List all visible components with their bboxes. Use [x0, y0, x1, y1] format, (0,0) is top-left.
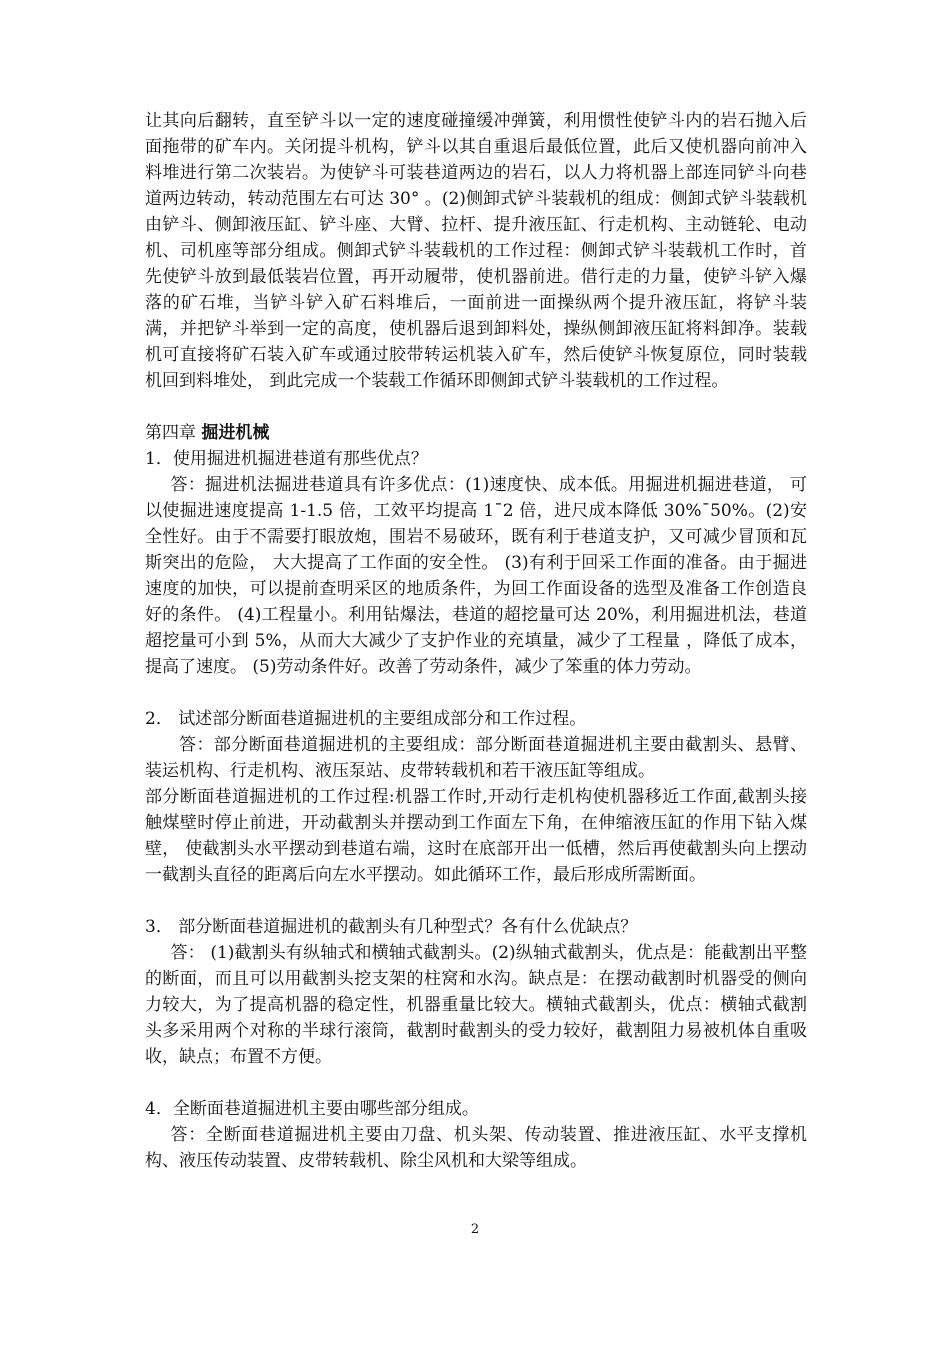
- answer-2: 答：部分断面巷道掘进机的主要组成：部分断面巷道掘进机主要由截割头、悬臂、装运机构、行走机构、液压泵站、皮带转载机和若干液压缸等组成。: [145, 735, 807, 781]
- question-1: 1．使用掘进机掘进巷道有那些优点？: [145, 449, 428, 469]
- spacer: [145, 680, 807, 706]
- page-body: [145, 108, 807, 1174]
- spacer: [145, 1070, 807, 1096]
- question-4: 4．全断面巷道掘进机主要由哪些部分组成。: [145, 1099, 479, 1119]
- answer-4: 答：全断面巷道掘进机主要由刀盘、机头架、传动装置、推进液压缸、水平支撑机构、液压传动装置、皮带转载机、除尘风机和大梁等组成。: [145, 1125, 807, 1171]
- question-2: 2． 试述部分断面巷道掘进机的主要组成部分和工作过程。: [145, 709, 587, 729]
- answer-1: 答：掘进机法掘进巷道具有许多优点：(1)速度快、成本低。用掘进机掘进巷道， 可以使掘进速度提高 1-1.5 倍，工效平均提高 1¯2 倍，进尺成本降低 30%¯50%。(2)安全性好。由于不需要打眼放炮，围岩不易破环，既有利于巷道支护，又可减少冒顶和瓦斯突出的危险， 大大提高了工作面的安全性。 (3)有利于回采工作面的准备。由于掘进速度的加快，可以提前查明采区的地质条件，为回工作面设备的选型及准备工作创造良好的条件。 (4)工程量小。利用钻爆法，巷道的超挖量可达 20%，利用掘进机法，巷道超挖量可小到 5%，从而大大减少了支护作业的充填量，减少了工程量 ，降低了成本，提高了速度。 (5)劳动条件好。改善了劳动条件，减少了笨重的体力劳动。: [145, 475, 807, 677]
- page-number: 2: [470, 1222, 480, 1237]
- question-3: 3． 部分断面巷道掘进机的截割头有几种型式？各有什么优缺点？: [145, 917, 638, 937]
- continuation-paragraph: 让其向后翻转，直至铲斗以一定的速度碰撞缓冲弹簧，利用惯性使铲斗内的岩石抛入后面拖带的矿车内。关闭提斗机构，铲斗以其自重退后最低位置，此后又使机器向前冲入料堆进行第二次装岩。为使铲斗可装巷道两边的岩石，以人力将机器上部连同铲斗向巷道两边转动，转动范围左右可达 30° 。(2)侧卸式铲斗装载机的组成：侧卸式铲斗装载机由铲斗、侧卸液压缸、铲斗座、大臂、拉杆、提升液压缸、行走机构、主动链轮、电动机、司机座等部分组成。侧卸式铲斗装载机的工作过程：侧卸式铲斗装载机工作时，首先使铲斗放到最低装岩位置，再开动履带，使机器前进。借行走的力量，使铲斗铲入爆落的矿石堆，当铲斗铲入矿石料堆后，一面前进一面操纵两个提升液压缸，将铲斗装满，并把铲斗举到一定的高度，使机器后退到卸料处，操纵侧卸液压缸将料卸净。装载机可直接将矿石装入矿车或通过胶带转运机装入矿车，然后使铲斗恢复原位，同时装载机回到料堆处， 到此完成一个装载工作循环即侧卸式铲斗装载机的工作过程。: [145, 111, 807, 391]
- chapter-title: 掘进机械: [201, 423, 270, 443]
- answer-2-part-2: 部分断面巷道掘进机的工作过程:机器工作时,开动行走机构使机器移近工作面,截割头接触煤壁时停止前进，开动截割头并摆动到工作面左下角，在伸缩液压缸的作用下钻入煤壁， 使截割头水平摆动到巷道右端，这时在底部开出一低槽，然后再使截割头向上摆动一截割头直径的距离后向左水平摆动。如此循环工作，最后形成所需断面。: [145, 787, 807, 885]
- spacer: [145, 394, 807, 420]
- chapter-number: 第四章: [145, 423, 202, 443]
- spacer: [145, 888, 807, 914]
- answer-3: 答： (1)截割头有纵轴式和横轴式截割头。(2)纵轴式截割头，优点是：能截割出平整的断面，而且可以用截割头挖支架的柱窝和水沟。缺点是：在摆动截割时机器受的侧向力较大，为了提高机器的稳定性，机器重量比较大。横轴式截割头，优点：横轴式截割头多采用两个对称的半球行滚筒，截割时截割头的受力较好，截割阻力易被机体自重吸收，缺点；布置不方便。: [145, 943, 807, 1067]
- chapter-heading: [145, 420, 807, 446]
